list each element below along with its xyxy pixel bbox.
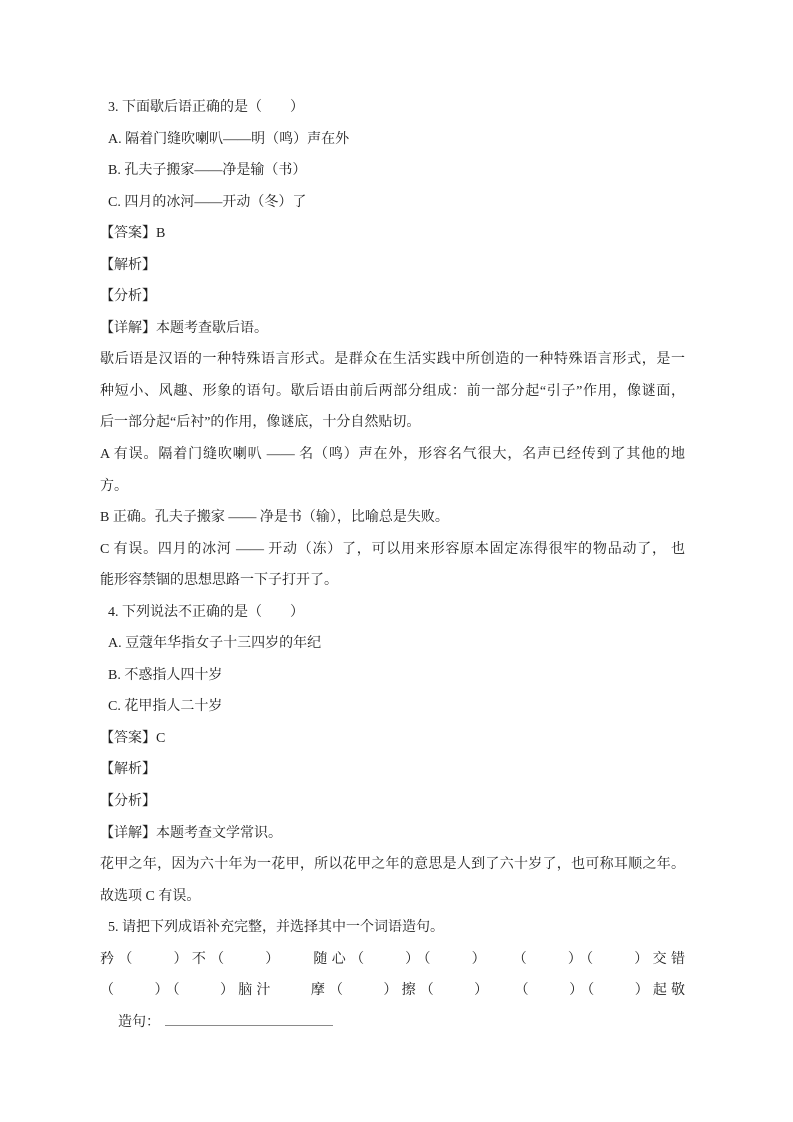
q5-fill-row: （ ）（ ）脑汁 摩（ ）擦（ ） （ ）（ ）起敬 (100, 983, 685, 999)
q3-option-a: A. 隔着门缝吹喇叭——明（鸣）声在外 (108, 131, 350, 147)
q3-analysis-line: 能形容禁锢的思想思路一下子打开了。 (100, 573, 338, 589)
q3-analysis-line: 后一部分起“后衬”的作用，像谜底，十分自然贴切。 (100, 415, 421, 431)
sentence-blank-line (165, 1011, 333, 1026)
q4-jiexi-label: 【解析】 (100, 762, 156, 778)
q4-fenxi-label: 【分析】 (100, 794, 156, 810)
q3-jiexi-label: 【解析】 (100, 257, 156, 273)
q3-option-c: C. 四月的冰河——开动（冬）了 (108, 194, 307, 210)
q3-stem: 3. 下面歇后语正确的是（ ） (108, 100, 304, 115)
q3-option-b: B. 孔夫子搬家——净是输（书） (108, 163, 307, 179)
exam-answer-document (100, 92, 685, 1038)
q3-analysis-line: 方。 (100, 478, 128, 494)
q3-analysis-line: 歇后语是汉语的一种特殊语言形式。是群众在生活实践中所创造的一种特殊语言形式，是一 (100, 352, 685, 368)
q5-sentence-row (100, 1007, 685, 1039)
q4-answer: 【答案】C (100, 730, 166, 746)
q4-stem: 4. 下列说法不正确的是（ ） (108, 604, 304, 620)
q4-analysis-line: 花甲之年，因为六十年为一花甲，所以花甲之年的意思是人到了六十岁了，也可称耳顺之年。 (100, 857, 685, 873)
q4-option-b: B. 不惑指人四十岁 (108, 667, 223, 683)
q5-fill-row: 矜（ ）不（ ） 随心（ ）（ ） （ ）（ ）交错 (100, 951, 685, 967)
q3-analysis-line: A 有误。隔着门缝吹喇叭 —— 名（鸣）声在外，形容名气很大，名声已经传到了其他的地 (100, 447, 685, 463)
q5-stem: 5. 请把下列成语补充完整，并选择其中一个词语造句。 (108, 920, 444, 936)
q3-analysis-line: C 有误。四月的冰河 —— 开动（冻）了，可以用来形容原本固定冻得很牢的物品动了， 也 (100, 541, 685, 557)
q3-analysis-line: 种短小、风趣、形象的语句。歇后语由前后两部分组成：前一部分起“引子”作用，像谜面， (100, 383, 685, 399)
q3-fenxi-label: 【分析】 (100, 289, 156, 305)
q4-detail-label: 【详解】本题考查文学常识。 (100, 825, 282, 841)
q4-option-a: A. 豆蔻年华指女子十三四岁的年纪 (108, 636, 322, 652)
q3-analysis-line: B 正确。孔夫子搬家 —— 净是书（输），比喻总是失败。 (100, 510, 449, 526)
q3-detail-label: 【详解】本题考查歇后语。 (100, 320, 268, 336)
q4-analysis-line: 故选项 C 有误。 (100, 888, 201, 904)
q4-option-c: C. 花甲指人二十岁 (108, 699, 223, 715)
q5-sentence-label: 造句： (118, 1014, 160, 1030)
q3-answer: 【答案】B (100, 226, 166, 242)
